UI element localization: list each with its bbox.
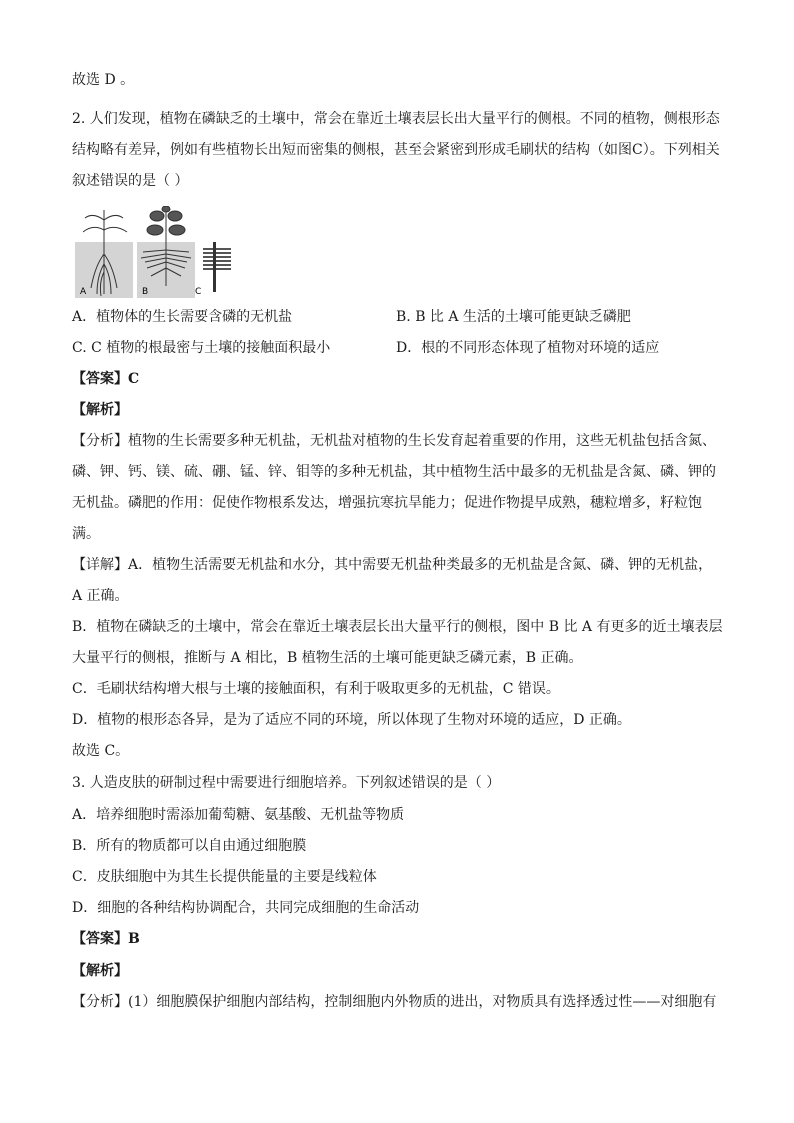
q2-option-b: B. B 比 A 生活的土壤可能更缺乏磷肥 [396,309,631,325]
q2-explain-line: 无机盐。磷肥的作用：促使作物根系发达，增强抗寒抗旱能力；促进作物提早成熟，穗粒增多，籽粒饱 [72,495,702,511]
q2-option-a: A．植物体的生长需要含磷的无机盐 [72,309,293,325]
root-morphology-illustration [75,206,235,298]
q3-analysis-head: 【解析】 [72,963,128,979]
q2-analysis-head: 【解析】 [72,402,128,418]
q2-stem-line: 结构略有差异，例如有些植物长出短而密集的侧根，甚至会紧密到形成毛刷状的结构（如图C）。下列相关 [72,142,720,158]
q2-explain-line: A 正确。 [72,588,129,604]
q3-explain-line: 【分析】(1）细胞膜保护细胞内部结构，控制细胞内外物质的进出，对物质具有选择透过性——对细胞有 [72,994,717,1010]
q2-explain-line: 满。 [72,526,100,542]
q3-option-c: C．皮肤细胞中为其生长提供能量的主要是线粒体 [72,869,377,885]
q2-explain-line: 【详解】A．植物生活需要无机盐和水分，其中需要无机盐种类最多的无机盐是含氮、磷、钾的无机盐， [72,557,713,573]
q3-option-b: B．所有的物质都可以自由通过细胞膜 [72,838,307,854]
q2-option-d: D．根的不同形态体现了植物对环境的适应 [396,340,660,356]
q2-explain-line: D．植物的根形态各异，是为了适应不同的环境，所以体现了生物对环境的适应，D 正确。 [72,712,631,728]
q2-explain-line: B．植物在磷缺乏的土壤中，常会在靠近土壤表层长出大量平行的侧根，图中 B 比 A 有更多的近土壤表层 [72,619,723,635]
q3-stem: 3. 人造皮肤的研制过程中需要进行细胞培养。下列叙述错误的是（ ） [72,775,501,791]
intro-line: 故选 D 。 [72,72,135,88]
q3-answer: 【答案】B [72,931,140,947]
q2-explain-line: 【分析】植物的生长需要多种无机盐，无机盐对植物的生长发育起着重要的作用，这些无机盐包括含氮、 [72,433,716,449]
q2-option-c: C. C 植物的根最密与土壤的接触面积最小 [72,340,331,356]
q2-explain-line: 大量平行的侧根，推断与 A 相比，B 植物生活的土壤可能更缺乏磷元素，B 正确。 [72,650,583,666]
figure-label-c: C [195,287,202,297]
q2-stem-line: 叙述错误的是（ ） [72,173,189,189]
q2-answer: 【答案】C [72,371,140,387]
q2-explain-line: C．毛刷状结构增大根与土壤的接触面积，有利于吸取更多的无机盐，C 错误。 [72,681,560,697]
q2-stem-line: 2. 人们发现，植物在磷缺乏的土壤中，常会在靠近土壤表层长出大量平行的侧根。不同的植物，侧根形态 [72,111,720,127]
q2-explain-line: 故选 C。 [72,743,130,759]
root-morphology-figure [75,206,235,298]
q3-option-d: D．细胞的各种结构协调配合，共同完成细胞的生命活动 [72,900,420,916]
figure-label-a: A [80,287,87,297]
q2-explain-line: 磷、钾、钙、镁、硫、硼、锰、锌、钼等的多种无机盐，其中植物生活中最多的无机盐是含氮、磷、钾的 [72,464,716,480]
q3-option-a: A．培养细胞时需添加葡萄糖、氨基酸、无机盐等物质 [72,807,405,823]
figure-label-b: B [142,287,149,297]
